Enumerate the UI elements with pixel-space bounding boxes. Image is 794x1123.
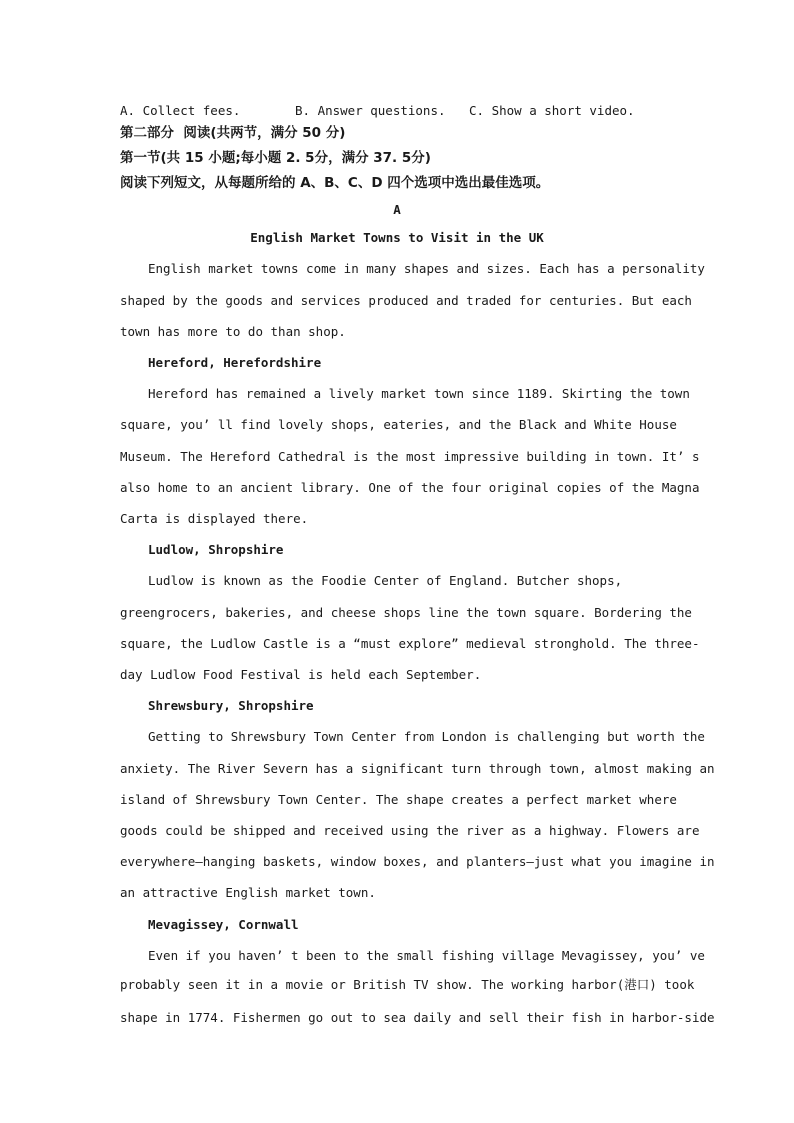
- paragraph-line: everywhere—hanging baskets, window boxes, and planters—just what you imagine in: [120, 854, 715, 869]
- option-b: B. Answer questions.: [295, 103, 446, 118]
- paragraph-line: Hereford has remained a lively market town since 1189. Skirting the town: [148, 386, 690, 401]
- paragraph-line: square, you’ ll find lovely shops, eateries, and the Black and White House: [120, 417, 677, 432]
- intro-line: town has more to do than shop.: [120, 324, 346, 339]
- option-a: A. Collect fees.: [120, 103, 241, 118]
- paragraph-line: day Ludlow Food Festival is held each September.: [120, 667, 482, 682]
- paragraph-line: goods could be shipped and received using the river as a highway. Flowers are: [120, 823, 700, 838]
- intro-line: English market towns come in many shapes and sizes. Each has a personality: [148, 261, 705, 276]
- section-heading-hereford: Hereford, Herefordshire: [148, 355, 322, 370]
- passage-title: English Market Towns to Visit in the UK: [250, 230, 544, 245]
- part-two-header: 第二部分 阅读(共两节，满分 50 分): [120, 125, 346, 141]
- section-heading-ludlow: Ludlow, Shropshire: [148, 542, 284, 557]
- paragraph-line: square, the Ludlow Castle is a “must explore” medieval stronghold. The three-: [120, 636, 700, 651]
- paragraph-line: greengrocers, bakeries, and cheese shops line the town square. Bordering the: [120, 605, 692, 620]
- paragraph-line: Ludlow is known as the Foodie Center of England. Butcher shops,: [148, 573, 623, 588]
- paragraph-line: probably seen it in a movie or British TV show. The working harbor(港口) took: [120, 977, 695, 992]
- paragraph-line: Carta is displayed there.: [120, 511, 309, 526]
- option-c: C. Show a short video.: [469, 103, 635, 118]
- section-one-header: 第一节(共 15 小题;每小题 2. 5分，满分 37. 5分): [120, 150, 431, 166]
- section-heading-mevagissey: Mevagissey, Cornwall: [148, 917, 299, 932]
- paragraph-line: island of Shrewsbury Town Center. The shape creates a perfect market where: [120, 792, 677, 807]
- intro-line: shaped by the goods and services produced and traded for centuries. But each: [120, 293, 692, 308]
- passage-letter: A: [393, 202, 401, 217]
- paragraph-line: Even if you haven’ t been to the small fishing village Mevagissey, you’ ve: [148, 948, 705, 963]
- instruction-text: 阅读下列短文，从每题所给的 A、B、C、D 四个选项中选出最佳选项。: [120, 175, 550, 191]
- paragraph-line: shape in 1774. Fishermen go out to sea daily and sell their fish in harbor-side: [120, 1010, 715, 1025]
- section-heading-shrewsbury: Shrewsbury, Shropshire: [148, 698, 314, 713]
- paragraph-line: also home to an ancient library. One of the four original copies of the Magna: [120, 480, 700, 495]
- paragraph-line: Getting to Shrewsbury Town Center from London is challenging but worth the: [148, 729, 705, 744]
- paragraph-line: Museum. The Hereford Cathedral is the most impressive building in town. It’ s: [120, 449, 700, 464]
- paragraph-line: anxiety. The River Severn has a significant turn through town, almost making an: [120, 761, 715, 776]
- paragraph-line: an attractive English market town.: [120, 885, 376, 900]
